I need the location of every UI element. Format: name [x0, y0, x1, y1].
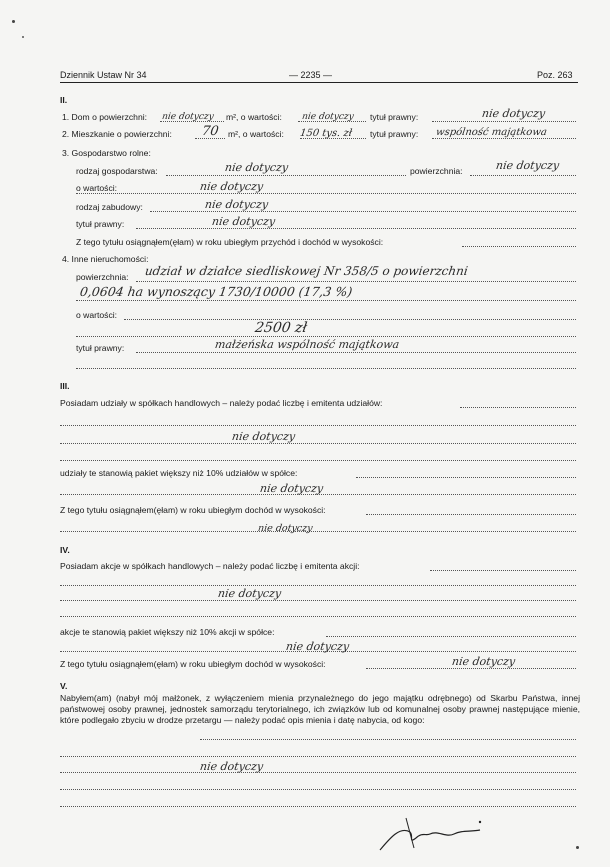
dotted-line	[60, 600, 576, 601]
other-title-label: tytuł prawny:	[76, 343, 125, 353]
flat-unit-label: m², o wartości:	[228, 129, 284, 139]
farm-kind-handwritten: nie dotyczy	[224, 161, 289, 174]
position-number: Poz. 263	[537, 70, 573, 80]
stocks-pakiet-label: akcje te stanowią pakiet większy niż 10% akcji w spółce:	[60, 627, 275, 637]
dotted-line	[60, 616, 576, 617]
shares-income-label: Z tego tytułu osiągnąłem(ęłam) w roku ubiegłym dochód w wysokości:	[60, 505, 326, 515]
flat-title-label: tytuł prawny:	[370, 129, 419, 139]
flat-label: 2. Mieszkanie o powierzchni:	[62, 129, 172, 139]
house-value-handwritten: nie dotyczy	[301, 112, 355, 122]
dotted-line	[60, 789, 576, 790]
page-number: — 2235 —	[289, 70, 333, 80]
other-title-handwritten: małżeńska wspólność majątkowa	[214, 338, 401, 351]
stocks-handwritten: nie dotyczy	[217, 587, 282, 600]
shares-label: Posiadam udziały w spółkach handlowych – należy podać liczbę i emitenta udziałów:	[60, 398, 383, 408]
dotted-line	[76, 368, 576, 369]
other-area-handwritten-line1: udział w działce siedliskowej Nr 358/5 o powierzchni	[144, 264, 469, 278]
dotted-line	[124, 319, 576, 320]
farm-label: 3. Gospodarstwo rolne:	[62, 148, 151, 158]
scan-mark	[12, 20, 15, 23]
dotted-line	[60, 585, 576, 586]
scan-mark	[576, 846, 579, 849]
dotted-line	[460, 407, 576, 408]
section-4-heading: IV.	[60, 545, 70, 555]
dotted-line	[200, 739, 576, 740]
dotted-line	[470, 175, 576, 176]
shares-income-handwritten: nie dotyczy	[257, 523, 314, 534]
scan-mark	[22, 36, 24, 38]
dotted-line	[356, 477, 576, 478]
section-3-heading: III.	[60, 381, 70, 391]
dotted-line	[366, 514, 576, 515]
dotted-line	[60, 806, 576, 807]
farm-kind-label: rodzaj gospodarstwa:	[76, 166, 158, 176]
dotted-line	[462, 246, 576, 247]
farm-value-label: o wartości:	[76, 183, 118, 193]
dotted-line	[76, 193, 576, 194]
journal-title: Dziennik Ustaw Nr 34	[60, 70, 147, 80]
other-value-label: o wartości:	[76, 310, 118, 320]
shares-pakiet-handwritten: nie dotyczy	[259, 482, 324, 495]
acquisition-description: Nabyłem(am) (nabył mój małżonek, z wyłączeniem mienia przynależnego do jego majątku odrębnego) od Skarbu Państwa, innej państwowej osoby prawnej, jednostek samorządu terytorialnego, ich związków lub od komunalnej osoby prawnej następujące mienie, które podlegało zbyciu w drodze przetargu — należy podać opis mienia i datę nabycia, od kogo:	[60, 693, 580, 725]
farm-buildings-handwritten: nie dotyczy	[204, 198, 269, 211]
farm-title-label: tytuł prawny:	[76, 219, 125, 229]
dotted-line	[60, 443, 576, 444]
signature	[370, 808, 500, 858]
section-5-heading: V.	[60, 681, 68, 691]
dotted-line	[60, 531, 576, 532]
stocks-income-handwritten: nie dotyczy	[451, 655, 516, 668]
house-unit-label: m², o wartości:	[226, 112, 282, 122]
acquisition-handwritten: nie dotyczy	[199, 760, 264, 773]
farm-buildings-label: rodzaj zabudowy:	[76, 202, 143, 212]
other-area-handwritten-line2: 0,0604 ha wynoszący 1730/10000 (17,3 %)	[78, 284, 354, 299]
flat-value-handwritten: 150 tys. zł	[299, 128, 353, 139]
other-property-label: 4. Inne nieruchomości:	[62, 254, 149, 264]
house-title-handwritten: nie dotyczy	[481, 107, 546, 120]
other-value-handwritten: 2500 zł	[253, 320, 309, 336]
dotted-line	[326, 636, 576, 637]
dotted-line	[136, 281, 576, 282]
house-title-label: tytuł prawny:	[370, 112, 419, 122]
section-2-heading: II.	[60, 95, 68, 105]
other-area-label: powierzchnia:	[76, 272, 129, 282]
stocks-income-label: Z tego tytułu osiągnąłem(ęłam) w roku ubiegłym dochód w wysokości:	[60, 659, 326, 669]
farm-income-label: Z tego tytułu osiągnąłem(ęłam) w roku ubiegłym przychód i dochód w wysokości:	[76, 237, 384, 247]
flat-title-handwritten: wspólność majątkowa	[435, 127, 548, 138]
dotted-line	[60, 460, 576, 461]
farm-title-handwritten: nie dotyczy	[211, 215, 276, 228]
dotted-line	[136, 228, 576, 229]
dotted-line	[60, 425, 576, 426]
dotted-line	[60, 756, 576, 757]
dotted-line	[430, 570, 576, 571]
stocks-pakiet-handwritten: nie dotyczy	[285, 640, 350, 653]
shares-handwritten: nie dotyczy	[231, 430, 296, 443]
flat-area-handwritten: 70	[200, 124, 220, 139]
house-area-handwritten: nie dotyczy	[161, 112, 215, 122]
shares-pakiet-label: udziały te stanowią pakiet większy niż 10% udziałów w spółce:	[60, 468, 298, 478]
house-label: 1. Dom o powierzchni:	[62, 112, 148, 122]
farm-area-handwritten: nie dotyczy	[495, 159, 560, 172]
dotted-line	[60, 772, 576, 773]
header-rule	[60, 82, 578, 83]
stocks-label: Posiadam akcje w spółkach handlowych – należy podać liczbę i emitenta akcji:	[60, 561, 360, 571]
farm-area-label: powierzchnia:	[410, 166, 463, 176]
farm-value-handwritten: nie dotyczy	[199, 180, 264, 193]
